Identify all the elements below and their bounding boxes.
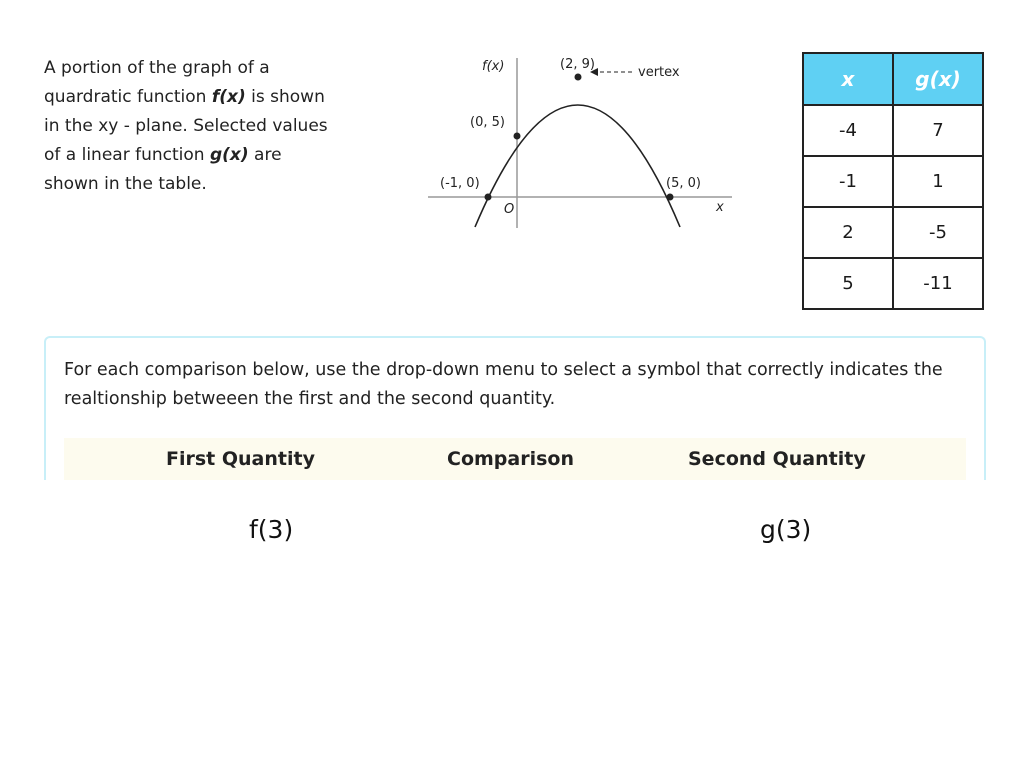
table-header-x: x <box>803 53 893 105</box>
y-intercept-point <box>514 133 521 140</box>
table-cell: -11 <box>893 258 983 309</box>
table-row <box>803 258 983 309</box>
vertex-point <box>575 74 582 81</box>
table-row <box>803 207 983 258</box>
left-root-point <box>485 194 492 201</box>
y-axis-label: f(x) <box>482 59 505 74</box>
vertex-label: (2, 9) <box>560 57 595 72</box>
comparison-header: Comparison <box>447 448 574 470</box>
right-root-point <box>667 194 674 201</box>
first-quantity-header: First Quantity <box>166 448 315 470</box>
table-cell: 1 <box>893 156 983 207</box>
comparison-instructions: For each comparison below, use the drop-down menu to select a symbol that correctly indicates the realtionship betweeen the first and the second quantity. <box>64 360 943 409</box>
table-row <box>803 105 983 156</box>
right-root-label: (5, 0) <box>666 176 701 191</box>
first-quantity: f(3) <box>249 515 294 544</box>
problem-intro: A portion of the graph of a quardratic function f(x) is shown in the xy - plane. Selected values of a linear function g(x) are shown in the table. <box>44 58 328 194</box>
table-cell: -1 <box>803 156 893 207</box>
table-cell: 7 <box>893 105 983 156</box>
origin-label: O <box>504 202 515 217</box>
second-quantity: g(3) <box>760 515 812 544</box>
table-cell: 2 <box>803 207 893 258</box>
parabola-graph <box>420 50 740 240</box>
comparison-header-row <box>64 438 966 480</box>
g-values-table <box>802 52 984 310</box>
function-name: g(x) <box>209 145 249 165</box>
table-cell: 5 <box>803 258 893 309</box>
table-cell: -5 <box>893 207 983 258</box>
comparison-panel <box>44 336 986 480</box>
table-row <box>803 156 983 207</box>
table-header-g: g(x) <box>893 53 983 105</box>
table-cell: -4 <box>803 105 893 156</box>
function-name: f(x) <box>211 87 246 107</box>
x-axis-label: x <box>716 200 724 215</box>
y-intercept-label: (0, 5) <box>470 115 505 130</box>
vertex-annotation: vertex <box>638 65 680 80</box>
left-root-label: (-1, 0) <box>440 176 480 191</box>
second-quantity-header: Second Quantity <box>688 448 866 470</box>
